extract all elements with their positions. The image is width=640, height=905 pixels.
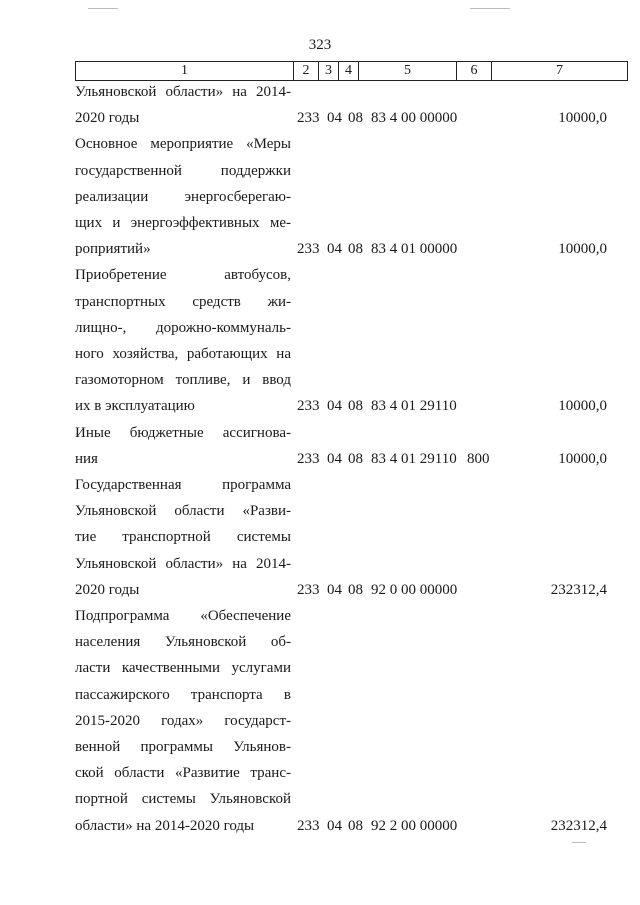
row-code-c3: 04 [327, 581, 342, 598]
row-description-line: газомоторном топливе, и ввод [75, 372, 291, 389]
row-code-c3: 04 [327, 110, 342, 127]
row-code-c4: 08 [348, 398, 363, 415]
row-description-line: ного хозяйства, работающих на [75, 346, 291, 362]
row-description-line: Иные бюджетные ассигнова- [75, 424, 291, 441]
column-header-5: 5 [359, 62, 457, 81]
row-description-line: Ульяновской области «Разви- [75, 503, 291, 520]
row-description-line: Ульяновской области» на 2014- [75, 84, 291, 100]
row-amount: 10000,0 [558, 450, 607, 467]
row-code-c2: 233 [297, 450, 320, 467]
row-description-line: ния [75, 450, 98, 467]
row-description-line: ласти качественными услугами [75, 660, 291, 677]
column-header-1: 1 [76, 62, 294, 81]
row-description-line: 2015-2020 годах» государст- [75, 712, 291, 729]
scan-artifact [88, 8, 118, 9]
row-description-line: Государственная программа [75, 477, 291, 493]
row-code-c2: 233 [297, 581, 320, 598]
column-header-2: 2 [294, 62, 319, 81]
row-description-line: населения Ульяновской об- [75, 634, 291, 651]
column-header-6: 6 [457, 62, 492, 81]
row-description-line: транспортных средств жи- [75, 293, 291, 310]
row-code-c4: 08 [348, 817, 363, 834]
row-code-c5: 83 4 01 00000 [371, 241, 458, 258]
row-description-line: Приобретение автобусов, [75, 267, 291, 284]
scan-artifact [572, 842, 586, 843]
row-code-c6: 800 [467, 450, 490, 467]
row-description-line: лищно-, дорожно-коммуналь- [75, 319, 291, 336]
row-code-c3: 04 [327, 817, 342, 834]
row-description-line: 2020 годы [75, 110, 140, 127]
row-code-c4: 08 [348, 110, 363, 127]
row-amount: 232312,4 [550, 817, 607, 834]
row-description-line: государственной поддержки [75, 162, 291, 179]
row-code-c2: 233 [297, 817, 320, 834]
row-code-c5: 92 0 00 00000 [371, 581, 458, 598]
row-description-line: щих и энергоэффективных ме- [75, 215, 291, 231]
row-description-line: Основное мероприятие «Меры [75, 136, 291, 153]
column-header-3: 3 [319, 62, 339, 81]
row-amount: 10000,0 [558, 241, 607, 258]
row-code-c5: 83 4 01 29110 [371, 398, 457, 415]
row-code-c4: 08 [348, 450, 363, 467]
row-code-c3: 04 [327, 450, 342, 467]
row-description-line: венной программы Ульянов- [75, 739, 291, 755]
row-code-c2: 233 [297, 241, 320, 258]
row-amount: 10000,0 [558, 110, 607, 127]
row-description-line: реализации энергосберегаю- [75, 188, 291, 205]
row-description-line: Ульяновской области» на 2014- [75, 555, 291, 572]
row-description-line: роприятий» [75, 241, 151, 258]
row-amount: 10000,0 [558, 398, 607, 415]
row-code-c2: 233 [297, 110, 320, 127]
row-code-c5: 92 2 00 00000 [371, 817, 458, 834]
row-code-c2: 233 [297, 398, 320, 415]
row-code-c4: 08 [348, 241, 363, 258]
row-code-c5: 83 4 01 29110 [371, 450, 457, 467]
row-amount: 232312,4 [550, 581, 607, 598]
row-description-line: их в эксплуатацию [75, 398, 195, 415]
row-description-line: тие транспортной системы [75, 529, 291, 546]
row-description-line: пассажирского транспорта в [75, 686, 291, 703]
row-code-c5: 83 4 00 00000 [371, 110, 458, 127]
row-description-line: 2020 годы [75, 581, 140, 598]
row-description-line: области» на 2014-2020 годы [75, 817, 255, 834]
row-description-line: Подпрограмма «Обеспечение [75, 608, 291, 624]
column-header-7: 7 [492, 62, 628, 81]
scan-artifact [470, 8, 510, 9]
row-code-c3: 04 [327, 398, 342, 415]
row-code-c4: 08 [348, 581, 363, 598]
column-header-4: 4 [339, 62, 359, 81]
row-description-line: ской области «Развитие транс- [75, 765, 291, 782]
page-number: 323 [308, 37, 332, 53]
row-description-line: портной системы Ульяновской [75, 791, 291, 808]
row-code-c3: 04 [327, 241, 342, 258]
